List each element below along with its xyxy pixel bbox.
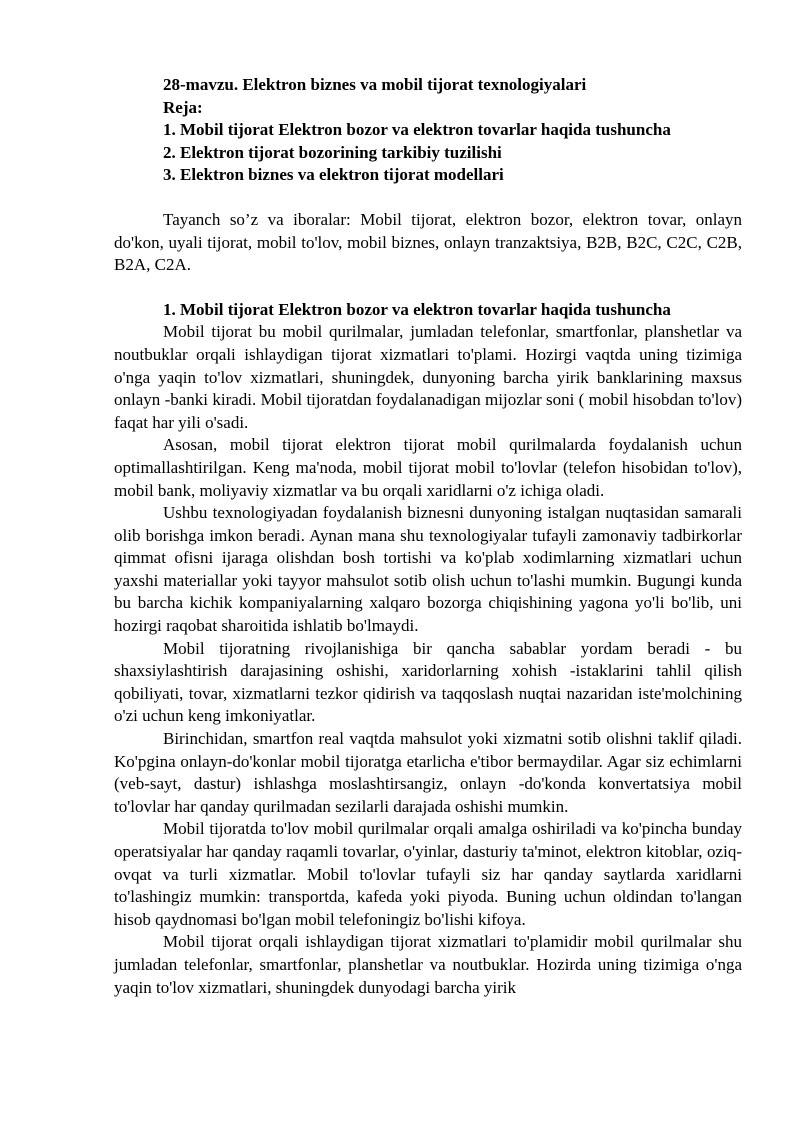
document-page [114, 74, 742, 999]
plan-item: 2. Elektron tijorat bozorining tarkibiy tuzilishi [163, 142, 502, 162]
plan-item: 1. Mobil tijorat Elektron bozor va elektron tovarlar haqida tushuncha [163, 120, 671, 140]
document-title: 28-mavzu. Elektron biznes va mobil tijorat texnologiyalari [163, 75, 587, 94]
section-heading: 1. Mobil tijorat Elektron bozor va elektron tovarlar haqida tushuncha [163, 299, 671, 319]
plan-item: 3. Elektron biznes va elektron tijorat modellari [163, 165, 504, 185]
body-paragraph: Mobil tijorat orqali ishlaydigan tijorat xizmatlari to'plamidir mobil qurilmalar shu jumladan telefonlar, smartfonlar, planshetlar va noutbuklar. Hozirda uning tizimiga o'nga yaqin to'lov xizmatlari, shuningdek dunyodagi barcha yirik [114, 932, 742, 997]
body-paragraph: Asosan, mobil tijorat elektron tijorat mobil qurilmalarda foydalanish uchun optimallashtirilgan. Keng ma'noda, mobil tijorat mobil to'lovlar (telefon hisobidan to'lov), mobil bank, moliyaviy xizmatlar va bu orqali xaridlarni o'z ichiga oladi. [114, 435, 742, 500]
body-paragraph: Ushbu texnologiyadan foydalanish biznesni dunyoning istalgan nuqtasidan samarali olib borishga imkon beradi. Aynan mana shu texnologiyalar tufayli zamonaviy tadbirkorlar qimmat ofisni ijaraga olishdan bosh tortishi va ko'plab xodimlarning xizmatlari uchun yaxshi materiallar yoki tayyor mahsulot sotib olish uchun to'lashi mumkin. Bugungi kunda bu barcha kichik kompaniyalarning xalqaro bozorga chiqishining yagona yo'li bo'lib, uni hozirgi raqobat sharoitida ishlatib bo'lmaydi. [114, 503, 742, 636]
spacer [114, 187, 742, 209]
body-paragraph: Birinchidan, smartfon real vaqtda mahsulot yoki xizmatni sotib olishni taklif qiladi. Ko'pgina onlayn-do'konlar mobil tijoratga etarlicha e'tibor bermaydilar. Agar siz echimlarni (veb-sayt, dastur) ishlashga moslashtirsangiz, onlayn -do'konda konvertatsiya mobil to'lovlar har qanday qurilmadan sezilarli darajada oshishi mumkin. [114, 729, 742, 816]
spacer [114, 277, 742, 299]
plan-label: Reja: [163, 97, 203, 117]
body-paragraph: Mobil tijoratda to'lov mobil qurilmalar orqali amalga oshiriladi va ko'pincha bunday operatsiyalar har qanday raqamli tovarlar, o'yinlar, dasturiy ta'minot, elektron kitoblar, oziq-ovqat va turli xizmatlar. Mobil to'lovlar tufayli siz har qanday saytlarda xaridlarni to'lashingiz mumkin: transportda, kafeda yoki piyoda. Buning uchun oldindan to'langan hisob qaydnomasi bo'lgan mobil telefoningiz bo'lishi kifoya. [114, 819, 742, 929]
body-paragraph: Mobil tijoratning rivojlanishiga bir qancha sabablar yordam beradi - bu shaxsiylashtirish darajasining oshishi, xaridorlarning xohish -istaklarini tahlil qilish qobiliyati, tovar, xizmatlarni tezkor qidirish va taqqoslash nuqtai nazaridan iste'molchining o'zi uchun keng imkoniyatlar. [114, 638, 742, 726]
body-paragraph: Mobil tijorat bu mobil qurilmalar, jumladan telefonlar, smartfonlar, planshetlar va noutbuklar orqali ishlaydigan tijorat xizmatlari to'plami. Hozirgi vaqtda uning tizimiga o'nga yaqin to'lov xizmatlari, shuningdek, dunyoning barcha yirik banklarining maxsus onlayn -banki kiradi. Mobil tijoratdan foydalanadigan mijozlar soni ( mobil hisobdan to'lov) faqat har yili o'sadi. [114, 322, 742, 432]
keywords-paragraph: Tayanch so’z va iboralar: Mobil tijorat, elektron bozor, elektron tovar, onlayn do'kon, uyali tijorat, mobil to'lov, mobil biznes, onlayn tranzaktsiya, B2B, B2C, C2C, C2B, B2A, C2A. [114, 209, 742, 275]
